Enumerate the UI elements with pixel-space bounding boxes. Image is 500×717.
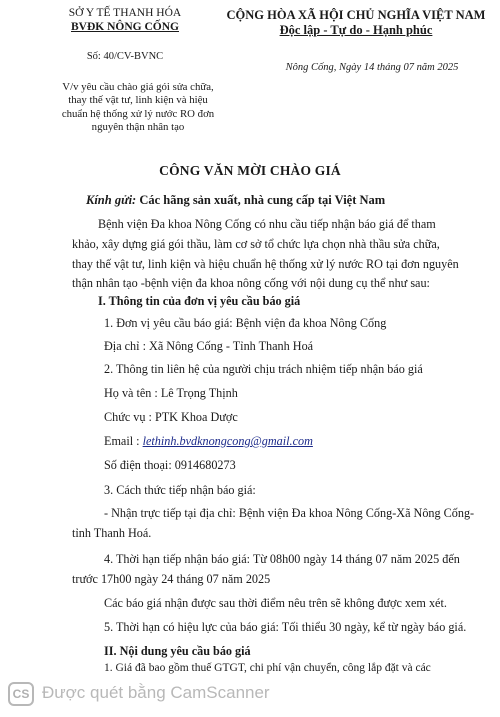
intro-line: thay thế vật tư, linh kiện và hiệu chuẩn hệ thống xử lý nước RO tại đơn nguyên — [72, 257, 459, 271]
unit-address: Địa chỉ : Xã Nông Cống - Tỉnh Thanh Hoá — [104, 339, 314, 353]
item-1-line — [72, 700, 79, 701]
intro-line: Bệnh viện Đa khoa Nông Cống có nhu cầu tiếp nhận báo giá để tham — [98, 217, 436, 231]
direct-receipt-line: tỉnh Thanh Hoá. — [72, 526, 152, 540]
deadline-line: 4. Thời hạn tiếp nhận báo giá: Từ 08h00 ngày 14 tháng 07 năm 2025 đến — [104, 552, 460, 566]
subject-line: thay thế vật tư, linh kiện và hiệu — [68, 94, 208, 107]
email-link[interactable]: lethinh.bvdknongcong@gmail.com — [142, 434, 313, 448]
ministry-name: SỞ Y TẾ THANH HÓA — [68, 7, 182, 19]
contact-intro: 2. Thông tin liên hệ của người chịu trách nhiệm tiếp nhận báo giá — [104, 362, 423, 376]
intro-line: thận nhân tạo -bệnh viện đa khoa nông cống với nội dung cụ thể như sau: — [72, 276, 430, 290]
validity: 5. Thời hạn có hiệu lực của báo giá: Tối thiểu 30 ngày, kể từ ngày báo giá. — [104, 620, 467, 634]
header-left — [40, 6, 210, 64]
contact-email-row — [104, 434, 313, 449]
intro-line: khảo, xây dựng giá gói thầu, làm cơ sở tổ chức lựa chọn nhà thầu sửa chữa, — [72, 237, 440, 251]
section-1-heading: I. Thông tin của đơn vị yêu cầu báo giá — [98, 294, 301, 308]
deadline-line: trước 17h00 ngày 24 tháng 07 năm 2025 — [72, 572, 271, 586]
item-2-line — [104, 705, 132, 706]
contact-phone: Số điện thoại: 0914680273 — [104, 458, 236, 472]
item-1-line: 1. Giá đã bao gồm thuế GTGT, chi phí vận chuyển, công lắp đặt và các — [104, 662, 431, 674]
direct-receipt-line: - Nhận trực tiếp tại địa chỉ: Bệnh viện Đa khoa Nông Cống-Xã Nông Cống- — [104, 506, 475, 520]
late-note: Các báo giá nhận được sau thời điểm nêu trên sẽ không được xem xét. — [104, 596, 447, 610]
contact-position: Chức vụ : PTK Khoa Dược — [104, 410, 238, 424]
recipient-value: Các hãng sản xuất, nhà cung cấp tại Việt Nam — [139, 193, 386, 207]
hospital-name: BVĐK NÔNG CỐNG — [71, 21, 179, 33]
document-subject — [28, 81, 248, 135]
document-date: Nông Cống, Ngày 14 tháng 07 năm 2025 — [285, 62, 459, 73]
camscanner-logo: CS — [8, 682, 34, 706]
subject-line: nguyên thận nhân tạo — [91, 121, 185, 134]
contact-name: Họ và tên : Lê Trọng Thịnh — [104, 386, 238, 400]
header-right — [220, 8, 492, 38]
camscanner-watermark: Được quét bằng CamScanner — [42, 683, 270, 702]
country-name: CỘNG HÒA XÃ HỘI CHỦ NGHĨA VIỆT NAM — [226, 8, 486, 22]
document-title: CÔNG VĂN MỜI CHÀO GIÁ — [159, 163, 341, 178]
subject-line: V/v yêu cầu chào giá gói sửa chữa, — [62, 81, 214, 93]
document-number: Số: 40/CV-BVNC — [86, 51, 164, 62]
recipient — [86, 193, 385, 208]
section-2-heading: II. Nội dung yêu cầu báo giá — [104, 644, 251, 658]
national-motto: Độc lập - Tự do - Hạnh phúc — [279, 23, 433, 37]
requesting-unit: 1. Đơn vị yêu cầu báo giá: Bệnh viện đa khoa Nông Cống — [104, 316, 387, 330]
email-label: Email : — [104, 434, 143, 448]
receipt-method: 3. Cách thức tiếp nhận báo giá: — [104, 483, 256, 497]
recipient-label: Kính gửi: — [86, 193, 137, 207]
subject-line: chuẩn hệ thống xử lý nước RO đơn — [61, 107, 215, 120]
